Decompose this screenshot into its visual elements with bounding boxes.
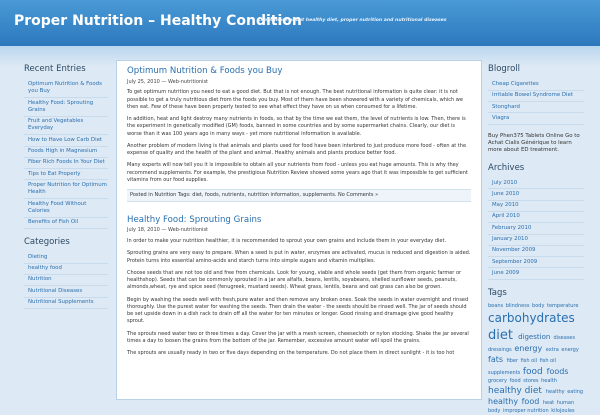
category-link[interactable]: healthy food [24, 264, 108, 275]
category-link[interactable]: Nutrition [24, 275, 108, 286]
tag-link[interactable]: eating [567, 389, 584, 396]
recent-entries-list [24, 79, 108, 228]
tag-link[interactable]: kilojoules [551, 408, 575, 415]
categories-heading: Categories [24, 236, 70, 247]
tag-link[interactable]: food [521, 397, 542, 407]
tag-link[interactable]: healthy [488, 397, 521, 407]
archive-link[interactable]: September 2009 [488, 257, 584, 268]
tag-link[interactable]: diet [488, 327, 518, 343]
archive-link[interactable]: June 2010 [488, 189, 584, 200]
recent-entry-link[interactable]: Proper Nutrition for Optimum Health [24, 180, 108, 199]
recent-entry-link[interactable]: Fruit and Vegetables Everyday [24, 117, 108, 136]
tag-link[interactable]: health [541, 377, 557, 384]
blogroll-list [488, 79, 584, 124]
post-title-link[interactable]: Healthy Food: Sprouting Grains [127, 214, 262, 225]
blogroll-link[interactable]: Stonghard [488, 102, 584, 113]
archive-link[interactable]: January 2010 [488, 235, 584, 246]
post-title-link[interactable]: Optimum Nutrition & Foods you Buy [127, 66, 283, 76]
post [117, 210, 481, 358]
site-header [0, 0, 600, 46]
tag-link[interactable]: energy [561, 347, 579, 354]
tag-cloud [488, 303, 584, 415]
post-paragraph: Another problem of modern living is that animals and plants used for food have been interbred to just produce more food - often at the expense of quality and the health of the plant and animal. Healthy animals and plants produce better food. [127, 142, 467, 157]
blogroll-link[interactable]: Irritable Bowel Syndrome Diet [488, 91, 584, 102]
tag-link[interactable]: beans [488, 303, 505, 310]
post-meta: July 18, 2010 — Web-nutritionist [127, 227, 209, 234]
tag-link[interactable]: food [509, 377, 523, 384]
archive-link[interactable]: April 2010 [488, 212, 584, 223]
tag-link[interactable]: energy [514, 344, 545, 354]
recent-entry-link[interactable]: Foods High in Magnesium [24, 147, 108, 158]
post [117, 61, 481, 202]
recent-entry-link[interactable]: Benefits of Fish Oil [24, 218, 108, 229]
post-paragraph: Begin by washing the seeds well with fresh,pure water and then remove any broken ones. Soak the seeds in water overnight and rinsed thoroughly. Use the purest water for washing the seeds. Then drain the water - the seeds should be rinsed well. The jar of seeds should be set upside down in a dish rack to drain off all the water for ten minutes or longer. Good rinsing and dramage give good healthy sprout. [127, 296, 469, 325]
archives-heading: Archives [488, 162, 525, 173]
recent-entry-link[interactable]: Healthy Food Without Calories [24, 199, 108, 218]
post-paragraph: Many experts will now tell you it is impossible to obtain all your nutrients from food - unless you eat huge amounts. This is why they recommend supplements. For example, the prestigious Nutrition Review showed some years ago that it was impossible to get sufficient vitamins from our food supplies. [127, 162, 468, 183]
tag-link[interactable]: extra [545, 347, 561, 354]
recent-entry-link[interactable]: Fiber Rich Foods In Your Diet [24, 158, 108, 169]
recent-entry-link[interactable]: Healthy Food: Sprouting Grains [24, 98, 108, 117]
tag-link[interactable]: dressings [488, 347, 514, 354]
tag-link[interactable]: healthy [545, 389, 567, 396]
tag-link[interactable]: fats [488, 354, 506, 364]
post-meta: July 25, 2010 — Web-nutritionist [127, 78, 209, 85]
tag-link[interactable]: carbohydrates [488, 311, 575, 326]
left-sidebar [24, 64, 108, 317]
post-paragraph: Sprouting grains are very easy to prepare. When a seed is put in water, enzymes are activated, mucus is reduced and digestion is aided. Protein turns into essential amino-acids and starch turns into simple sugars and vitamin multiplies. [127, 250, 471, 264]
tag-link[interactable]: food [522, 366, 546, 377]
categories-list [24, 252, 108, 308]
recent-entry-link[interactable]: Optimum Nutrition & Foods you Buy [24, 79, 108, 98]
tag-link[interactable]: stores [523, 377, 541, 384]
recent-entry-link[interactable]: How to Have Low Carb Diet [24, 135, 108, 146]
category-link[interactable]: Dieting [24, 252, 108, 263]
tags-heading: Tags [488, 287, 507, 298]
site-title[interactable]: Proper Nutrition – Healthy Condition [14, 13, 302, 29]
archive-link[interactable]: May 2010 [488, 201, 584, 212]
tag-link[interactable]: fish oil supplements [488, 357, 556, 376]
tag-link[interactable]: fiber [506, 357, 520, 364]
post-paragraph: The sprouts need water two or three times a day. Cover the jar with a mesh screen, cheesecloth or nylon stocking. Shake the jar several times a day to loosen the grains from the bottom of the jar. Remember, excessive amount water will spoil the grains. [127, 330, 469, 344]
post-paragraph: Choose seeds that are not too old and free from chemicals. Look for young, viable and whole seeds (get them from organic farmer or healthshop). Seeds that can be commonly sprouted in a jar are alfalfa, beans, lentils, soyabeans, shelled sunflower seeds, peanuts, almonds,wheat, rye and spice seed (fenugreek, mustard seeds). Wheat grass, lentils, beans and oat grass can also be grown. [127, 269, 462, 291]
tag-link[interactable]: diseases [553, 334, 576, 341]
category-link[interactable]: Nutritional Supplements [24, 298, 108, 309]
right-sidebar [488, 64, 584, 415]
tag-link[interactable]: improper nutrition [502, 408, 551, 415]
tag-link[interactable]: foods [546, 366, 569, 376]
archive-link[interactable]: June 2009 [488, 268, 584, 279]
archive-link[interactable]: February 2010 [488, 223, 584, 234]
post-paragraph: In order to make your nutrition healthier, it is recommended to sprout your own grains and include them in your everyday diet. [127, 238, 447, 245]
post-paragraph: In addition, heat and light destroy many nutrients in foods, so that by the time we eat them, the level of nutrients is low. Then, there is the experiment in genetically modified (GM) foods, banned in some countries and by some supermarket chains. Clearly, our diet is worse than it was 100 years ago in many ways - yet more nutritional information is available. [127, 116, 466, 137]
tag-link[interactable]: fish oil [520, 357, 539, 364]
archives-list [488, 178, 584, 280]
tag-link[interactable]: digestion [518, 332, 553, 341]
tag-link[interactable]: heat [542, 400, 556, 407]
post-paragraph: To get optimum nutrition you need to eat a good diet. But that is not enough. The best nutritional information is quite clear: it is not possible to get a truly nutritious diet from the foods you buy. Most of them have been showered with a variety of chemicals, which we then eat. Few of these have been properly tested to see what effect they have on us when consumed for a lifetime. [127, 89, 463, 110]
blogroll-heading: Blogroll [488, 64, 521, 74]
tag-link[interactable]: blindness [505, 303, 532, 310]
recent-entries-heading: Recent Entries [24, 64, 86, 74]
main-content [116, 60, 482, 400]
site-tagline: Learn more about healthy diet, proper nutrition and nutritional diseases [258, 18, 447, 23]
blogroll-link[interactable]: Viagra [488, 113, 584, 124]
blogroll-text[interactable]: Buy Phen375 Tablets Online Go to Achat Cialis Générique to learn more about ED treatment. [488, 132, 580, 154]
category-link[interactable]: Nutritional Diseases [24, 286, 108, 297]
post-footer[interactable]: Posted in Nutrition Tags: diet, foods, nutrients, nutrition information, supplements. No Comments » [127, 189, 471, 202]
recent-entry-link[interactable]: Tips to Eat Properly [24, 169, 108, 180]
tag-link[interactable]: healthy diet [488, 386, 545, 397]
tag-link[interactable]: temperature [547, 303, 579, 310]
blogroll-link[interactable]: Cheap Cigarettes [488, 79, 584, 90]
tag-link[interactable]: grocery [488, 377, 509, 384]
post-paragraph: The sprouts are usually ready in two or five days depending on the temperature. Do not place them in direct sunlight - it is too hot [127, 350, 455, 357]
archive-link[interactable]: November 2009 [488, 246, 584, 257]
archive-link[interactable]: July 2010 [488, 178, 584, 189]
tag-link[interactable]: human body [488, 400, 575, 415]
tag-link[interactable]: body [532, 303, 546, 310]
